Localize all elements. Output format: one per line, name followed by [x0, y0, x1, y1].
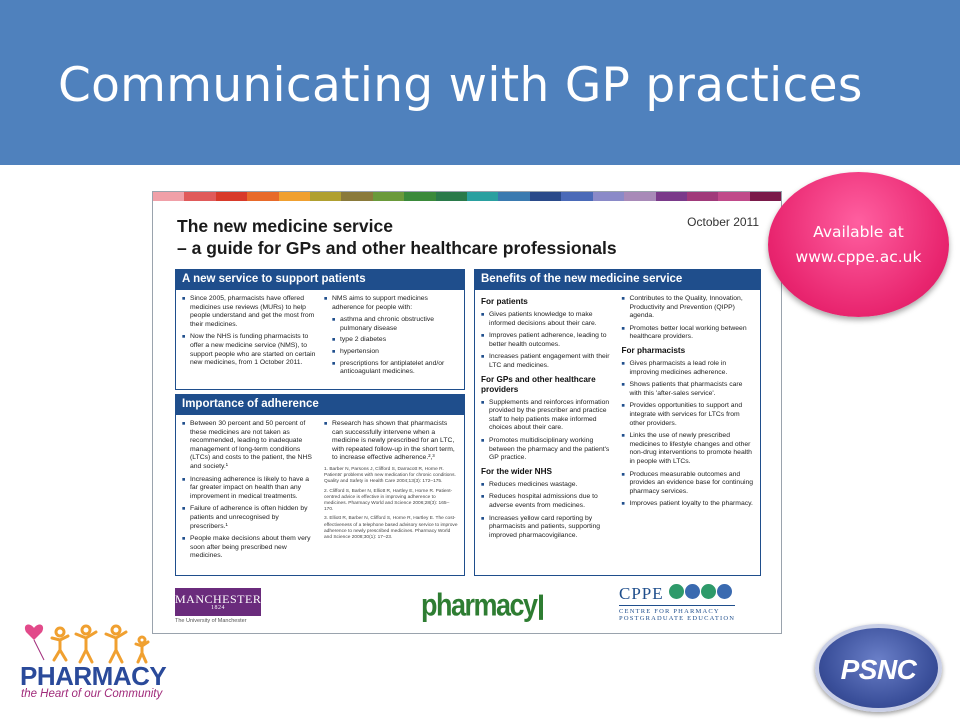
leaflet-image: [152, 191, 782, 634]
panel-column: [182, 295, 316, 380]
bullet: ■ Reduces medicines wastage.: [481, 481, 614, 490]
bullet: ■ Shows patients that pharmacists care with this 'after-sales service'.: [622, 381, 755, 398]
subheading: For pharmacists: [621, 345, 686, 355]
title-banner: [0, 0, 960, 165]
panel-benefits: [474, 269, 761, 576]
color-strip-segment: [530, 192, 561, 201]
cppe-logo: [619, 584, 735, 622]
panel-heading: Importance of adherence: [176, 395, 464, 415]
panel-heading: A new service to support patients: [176, 270, 464, 290]
bullet: ■ Links the use of newly prescribed medicines to lifestyle changes and other non-drug interventions to promote health in people with LTCs.: [622, 432, 755, 466]
color-strip-segment: [153, 192, 184, 201]
panel-heading: Benefits of the new medicine service: [475, 270, 760, 290]
leaflet-title-line2: – a guide for GPs and other healthcare professionals: [177, 238, 617, 258]
bullet: ■ Promotes multidisciplinary working between the pharmacy and the patient's GP practice.: [481, 437, 614, 463]
color-strip-segment: [718, 192, 749, 201]
bullet: ■ Improves patient adherence, leading to better health outcomes.: [481, 332, 614, 349]
badge-line1: Available at: [813, 223, 904, 241]
color-strip-segment: [593, 192, 624, 201]
bullet: ■ Increases yellow card reporting by pharmacists and patients, supporting improved pharmacovigilance.: [481, 515, 614, 541]
subheading: For patients: [481, 297, 528, 306]
color-strip-segment: [656, 192, 687, 201]
psnc-logo: [815, 624, 942, 712]
leaflet-title: [177, 215, 617, 259]
bullet: ■ Failure of adherence is often hidden by patients and unrecognised by prescribers.¹: [182, 505, 316, 531]
color-strip: [153, 192, 781, 201]
panel-new-service: [175, 269, 465, 390]
bullet: ■ Research has shown that pharmacists can successfully intervene when a medicine is newly prescribed for an LTC, with repeated follow-up in the short term, to increase effective adherence.²,³: [324, 420, 458, 463]
pharmacy-heart-logo: [18, 620, 167, 705]
bullet: ■ Promotes better local working between healthcare providers.: [622, 325, 755, 342]
color-strip-segment: [341, 192, 372, 201]
panel-column: [324, 295, 458, 380]
color-strip-segment: [247, 192, 278, 201]
people-figures-icon: [18, 620, 163, 665]
bullet: ■ NMS aims to support medicines adherence for people with:: [324, 295, 458, 312]
color-strip-segment: [184, 192, 215, 201]
bullet: ■ Since 2005, pharmacists have offered medicines use reviews (MURs) to help people understand and get the most from their medicines.: [182, 295, 316, 329]
bullet: ■ Between 30 percent and 50 percent of these medicines are not taken as recommended, leading to inadequate management of long-term conditions (LTCs) and costs to the patient, the NHS and society.¹: [182, 420, 316, 472]
bullet: ■ Provides opportunities to support and integrate with services for LTCs from other providers.: [622, 402, 755, 428]
availability-badge: [768, 172, 949, 317]
leaflet-date: October 2011: [687, 215, 759, 229]
color-strip-segment: [279, 192, 310, 201]
sub-bullet: ■ asthma and chronic obstructive pulmonary disease: [332, 316, 458, 333]
bullet: ■ Reduces hospital admissions due to adverse events from medicines.: [481, 493, 614, 510]
panel-column: [481, 295, 614, 544]
bullet: ■ Produces measurable outcomes and provides an evidence base for continuing pharmacy services.: [622, 471, 755, 497]
subheading: For the wider NHS: [481, 466, 552, 476]
pharmacy-magazine-logo: [421, 588, 543, 624]
bullet: ■ Improves patient loyalty to the pharmacy.: [622, 500, 755, 509]
color-strip-segment: [310, 192, 341, 201]
color-strip-segment: [498, 192, 529, 201]
leaflet-title-line1: The new medicine service: [177, 216, 393, 236]
manchester-year: 1824: [211, 605, 225, 611]
bullet: ■ Contributes to the Quality, Innovation, Productivity and Prevention (QIPP) agenda.: [622, 295, 755, 321]
psnc-wordmark: PSNC: [840, 654, 917, 685]
bullet: ■ Now the NHS is funding pharmacists to offer a new medicine service (NMS), to support people who are started on certain new medicines, from 1 October 2011.: [182, 333, 316, 367]
color-strip-segment: [404, 192, 435, 201]
sub-bullet: ■ hypertension: [332, 348, 458, 357]
reference: 3. Elliott R, Barber N, Clifford S, Horne R, Hartley E. The cost-effectiveness of a telephone based advisory service to improve adherence to newly prescribed medicines. Pharmacy World and Science 2008;30(1): 17–23.: [324, 516, 458, 540]
reference: 1. Barber N, Parsons J, Clifford S, Darracott R, Horne R. Patients' problems with new medication for chronic conditions. Quality and Safety in Health Care 2004;13(3): 172–175.: [324, 466, 456, 485]
panel-column: [622, 295, 755, 544]
color-strip-segment: [373, 192, 404, 201]
cppe-line2: POSTGRADUATE EDUCATION: [619, 615, 736, 622]
color-strip-segment: [624, 192, 655, 201]
sub-bullet: ■ prescriptions for antiplatelet and/or anticoagulant medicines.: [332, 360, 458, 377]
panel-column: [182, 420, 316, 565]
subheading: For GPs and other healthcare providers: [481, 374, 596, 394]
bullet: ■ Gives patients knowledge to make informed decisions about their care.: [481, 311, 614, 328]
cppe-wordmark: CPPE: [619, 584, 664, 603]
sub-bullet: ■ type 2 diabetes: [332, 336, 458, 345]
bullet: ■ Gives pharmacists a lead role in improving medicines adherence.: [622, 360, 755, 377]
bullet: ■ Supplements and reinforces information provided by the prescriber and practice staff to help patients make informed choices about their care.: [481, 399, 614, 433]
bullet: ■ People make decisions about them very soon after being prescribed new medicines.: [182, 535, 316, 561]
color-strip-segment: [467, 192, 498, 201]
panel-column: [324, 420, 458, 565]
reference: 2. Clifford S, Barber N, Elliott R, Hartley E, Horne R. Patient-centred advice is effective in improving adherence to medicines. Pharmacy World and Science 2006;28(3): 165–170.: [324, 488, 453, 513]
pharmacy-tagline: the Heart of our Community: [21, 688, 163, 700]
badge-line2: www.cppe.ac.uk: [795, 248, 922, 266]
manchester-logo: [175, 588, 261, 624]
color-strip-segment: [216, 192, 247, 201]
manchester-university: The University of Manchester: [175, 618, 247, 624]
color-strip-segment: [750, 192, 781, 201]
bullet: ■ Increasing adherence is likely to have a far greater impact on health than any improvement in medical treatments.: [182, 476, 316, 502]
color-strip-segment: [561, 192, 592, 201]
cppe-emblem-icon: [668, 584, 732, 604]
bullet: ■ Increases patient engagement with their LTC and medicines.: [481, 353, 614, 370]
pharmacy-wordmark: PHARMACY: [20, 661, 167, 691]
cppe-line1: CENTRE FOR PHARMACY: [619, 605, 735, 615]
color-strip-segment: [687, 192, 718, 201]
panel-adherence: [175, 394, 465, 576]
manchester-wordmark: MANCHESTER: [175, 592, 262, 606]
slide-title: Communicating with GP practices: [58, 58, 863, 113]
color-strip-segment: [436, 192, 467, 201]
pharmacy-magazine-wordmark: pharmacy: [421, 587, 537, 623]
